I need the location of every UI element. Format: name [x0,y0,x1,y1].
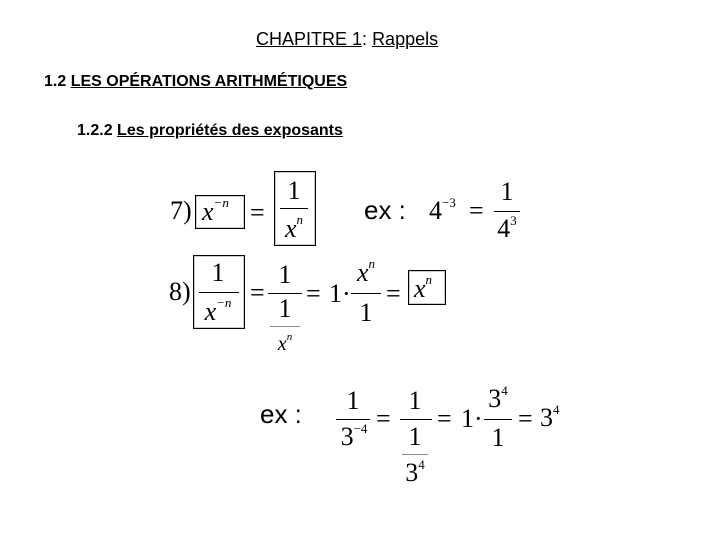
example-8-denominator [334,421,374,451]
rule-8-label: 8) [169,277,191,306]
example-8-equals-3: = [518,404,533,433]
example-8-factor: 1· [461,404,483,433]
section-heading [44,73,347,91]
example-8-complex-numerator: 1 [408,386,422,415]
example-8-frac-num-base: 3 [488,384,502,413]
rule-7-example-den-base: 4 [497,214,511,243]
example-8-label: ex : [260,399,302,429]
rule-7-example-denominator [492,213,522,243]
rule-7-base: x [202,197,214,226]
rule-8-frac-numerator [351,256,381,287]
rule-8-frac-denominator: 1 [359,298,373,327]
rule-8-equals-1: = [250,278,265,307]
rule-8-complex-numerator: 1 [278,260,292,289]
example-8-den-base: 3 [340,422,354,451]
chapter-title: Rappels [372,29,439,49]
subsection-title: Les propriétés des exposants [117,122,343,139]
chapter-heading [256,29,438,50]
example-8-equals-2: = [437,404,452,433]
rule-8-result-base: x [414,274,426,303]
rule-7-example-base: 4 [429,196,442,225]
rule-7-exponent: −n [213,195,229,210]
section-title: LES OPÉRATIONS ARITHMÉTIQUES [70,73,348,90]
example-8-frac-bar [484,419,512,420]
rule-8-equals-3: = [386,279,401,308]
section-number: 1.2 [44,73,67,90]
rule-7-den-base: x [284,214,297,243]
rule-7-rhs-denominator [276,212,312,243]
example-8-frac-num-exp: 4 [501,383,508,398]
example-8-bar [336,419,370,420]
example-8-complex-main-bar [400,419,432,420]
rule-7-example-lhs [429,195,456,225]
example-8-result-base: 3 [540,403,553,432]
rule-7-den-exp: n [296,212,304,227]
rule-7-example-den-exp: 3 [510,213,517,228]
example-8-complex-den-exp: 4 [418,457,425,472]
rule-8-complex-den-exp: n [286,331,293,343]
rule-7-example-equals: = [469,196,484,225]
rule-8-lhs-den-base: x [204,297,217,326]
rule-8-complex-inner-denominator [270,331,300,355]
example-8-frac-numerator [482,383,514,413]
rule-7-label: 7) [170,196,192,225]
rule-8-lhs-bar [199,292,239,293]
rule-7-lhs [202,195,229,226]
rule-7-rhs-bar [280,208,308,209]
rule-8-result [414,272,433,303]
example-8-result [540,402,560,432]
example-8-complex-den-base: 3 [405,458,419,487]
example-8-den-exp: −4 [353,421,368,436]
rule-8-complex-inner-numerator: 1 [278,294,292,323]
rule-8-frac-num-base: x [356,258,369,287]
example-8-complex-inner-numerator: 1 [408,422,422,451]
example-8-equals-1: = [376,404,391,433]
example-8-frac-denominator: 1 [491,423,505,452]
subsection-heading [77,122,343,140]
rule-8-result-exp: n [425,272,433,287]
example-8-result-exp: 4 [553,402,560,417]
rule-8-factor: 1· [329,279,351,308]
subsection-number: 1.2.2 [77,122,113,139]
rule-8-equals-2: = [306,279,321,308]
rule-8-lhs-denominator [195,295,241,326]
rule-7-example-exp: −3 [442,195,456,210]
rule-7-rhs-numerator: 1 [287,176,301,205]
rule-8-complex-inner-bar [270,326,300,327]
chapter-label: CHAPITRE 1 [256,29,363,49]
rule-8-lhs-numerator: 1 [211,258,225,287]
rule-7-equals: = [250,198,265,227]
rule-7-example-label: ex : [364,195,406,225]
rule-7-example-bar [494,211,520,212]
example-8-numerator: 1 [346,386,360,415]
rule-8-frac-bar [351,293,381,294]
rule-8-complex-den-base: x [277,333,287,355]
rule-7-example-numerator: 1 [500,177,514,206]
rule-8-frac-num-exp: n [368,256,376,271]
chapter-separator: : [362,29,368,49]
example-8-complex-inner-denominator [400,457,430,487]
rule-8-lhs-den-exp: −n [216,295,232,310]
example-8-complex-inner-bar [402,454,428,455]
